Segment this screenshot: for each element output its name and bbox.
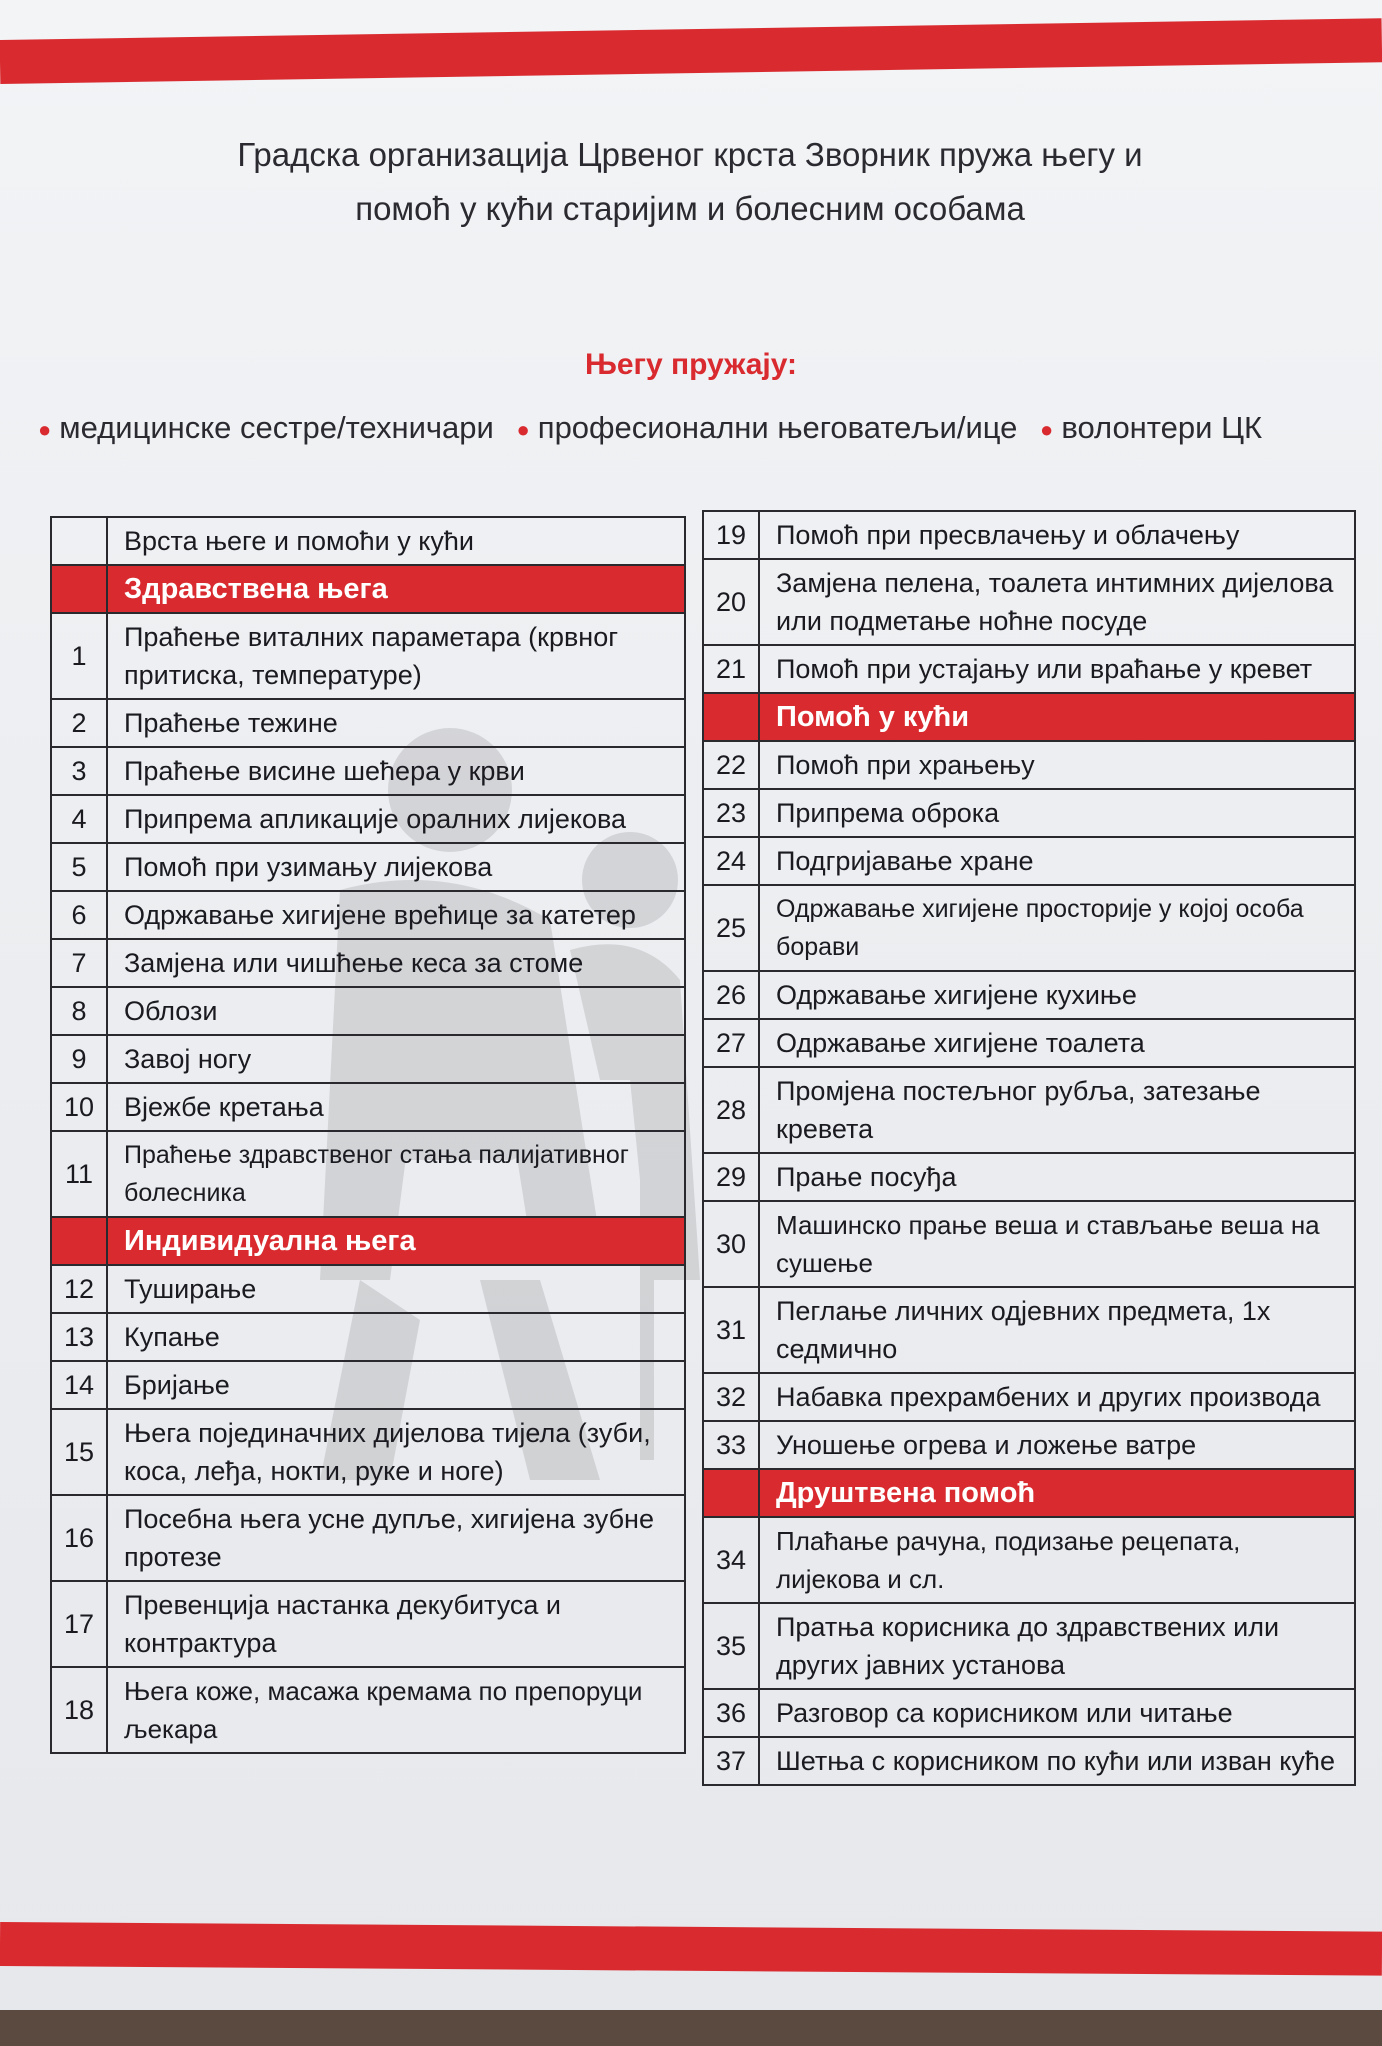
row-number: 35 bbox=[703, 1603, 759, 1689]
intro-line-1: Градска организација Црвеног крста Зворник пружа његу и bbox=[237, 136, 1143, 173]
row-text: Замјена или чишћење кеса за стоме bbox=[107, 939, 685, 987]
row-text: Помоћ при узимању лијекова bbox=[107, 843, 685, 891]
row-text: Одржавање хигијене просторије у којој особа борави bbox=[759, 885, 1355, 971]
row-text: Одржавање хигијене кухиње bbox=[759, 971, 1355, 1019]
row-number: 1 bbox=[51, 613, 107, 699]
row-text: Пратња корисника до здравствених или других јавних установа bbox=[759, 1603, 1355, 1689]
row-number: 34 bbox=[703, 1517, 759, 1603]
row-text: Промјена постељног рубља, затезање кревета bbox=[759, 1067, 1355, 1153]
table-row bbox=[703, 837, 1355, 885]
table-row bbox=[703, 1603, 1355, 1689]
row-text: Облози bbox=[107, 987, 685, 1035]
bullet-icon: ● bbox=[38, 416, 52, 442]
row-text: Њега коже, масажа кремама по препоруци љекара bbox=[107, 1667, 685, 1753]
row-number: 31 bbox=[703, 1287, 759, 1373]
row-text: Одржавање хигијене тоалета bbox=[759, 1019, 1355, 1067]
row-number: 9 bbox=[51, 1035, 107, 1083]
row-text: Туширање bbox=[107, 1265, 685, 1313]
table-surface-edge bbox=[0, 2010, 1382, 2046]
table-row bbox=[703, 971, 1355, 1019]
row-text: Уношење огрева и ложење ватре bbox=[759, 1421, 1355, 1469]
section-row-home bbox=[703, 693, 1355, 741]
header-num-cell bbox=[51, 517, 107, 565]
section-row-health bbox=[51, 565, 685, 613]
section-row-individual bbox=[51, 1217, 685, 1265]
section-title: Здравствена њега bbox=[107, 565, 685, 613]
provider-label: волонтери ЦК bbox=[1061, 410, 1263, 445]
row-text: Одржавање хигијене врећице за катетер bbox=[107, 891, 685, 939]
bullet-icon: ● bbox=[516, 416, 530, 442]
table-row bbox=[51, 1083, 685, 1131]
table-row bbox=[51, 843, 685, 891]
table-row bbox=[51, 1035, 685, 1083]
section-title: Друштвена помоћ bbox=[759, 1469, 1355, 1517]
table-row bbox=[51, 939, 685, 987]
table-row bbox=[51, 1581, 685, 1667]
providers-list bbox=[38, 410, 1378, 446]
table-row bbox=[703, 559, 1355, 645]
row-text: Набавка прехрамбених и других производа bbox=[759, 1373, 1355, 1421]
provider-label: професионални његоватељи/ице bbox=[537, 410, 1018, 445]
table-row bbox=[703, 1287, 1355, 1373]
table-row bbox=[51, 747, 685, 795]
intro-text bbox=[120, 128, 1260, 236]
row-number: 36 bbox=[703, 1689, 759, 1737]
care-table-right bbox=[702, 510, 1356, 1786]
provider-item bbox=[516, 410, 1017, 445]
table-row bbox=[51, 1495, 685, 1581]
row-number: 7 bbox=[51, 939, 107, 987]
row-text: Праћење тежине bbox=[107, 699, 685, 747]
row-text: Шетња с корисником по кући или изван куће bbox=[759, 1737, 1355, 1785]
row-number: 22 bbox=[703, 741, 759, 789]
row-number: 14 bbox=[51, 1361, 107, 1409]
row-number: 10 bbox=[51, 1083, 107, 1131]
table-row bbox=[51, 891, 685, 939]
table-row bbox=[51, 795, 685, 843]
section-title: Помоћ у кући bbox=[759, 693, 1355, 741]
row-text: Превенција настанка декубитуса и контрактура bbox=[107, 1581, 685, 1667]
row-number: 29 bbox=[703, 1153, 759, 1201]
row-number: 2 bbox=[51, 699, 107, 747]
table-row bbox=[703, 1201, 1355, 1287]
row-text: Праћење висине шећера у крви bbox=[107, 747, 685, 795]
bullet-icon: ● bbox=[1040, 416, 1054, 442]
table-row bbox=[51, 1667, 685, 1753]
row-text: Праћење виталних параметара (крвног притиска, температуре) bbox=[107, 613, 685, 699]
row-number: 28 bbox=[703, 1067, 759, 1153]
row-number: 11 bbox=[51, 1131, 107, 1217]
row-number: 37 bbox=[703, 1737, 759, 1785]
row-number: 15 bbox=[51, 1409, 107, 1495]
row-number: 18 bbox=[51, 1667, 107, 1753]
row-text: Замјена пелена, тоалета интимних дијелова или подметање ноћне посуде bbox=[759, 559, 1355, 645]
table-row bbox=[703, 1067, 1355, 1153]
row-number: 27 bbox=[703, 1019, 759, 1067]
table-row bbox=[703, 1517, 1355, 1603]
table-row bbox=[703, 1689, 1355, 1737]
row-text: Вјежбе кретања bbox=[107, 1083, 685, 1131]
row-number: 3 bbox=[51, 747, 107, 795]
row-number: 8 bbox=[51, 987, 107, 1035]
section-row-social bbox=[703, 1469, 1355, 1517]
table-header-row bbox=[51, 517, 685, 565]
row-number: 19 bbox=[703, 511, 759, 559]
table-row bbox=[703, 1421, 1355, 1469]
table-row bbox=[703, 741, 1355, 789]
row-text: Помоћ при пресвлачењу и облачењу bbox=[759, 511, 1355, 559]
section-title: Индивидуална њега bbox=[107, 1217, 685, 1265]
table-row bbox=[703, 789, 1355, 837]
row-number: 17 bbox=[51, 1581, 107, 1667]
row-text: Припрема оброка bbox=[759, 789, 1355, 837]
row-text: Прање посуђа bbox=[759, 1153, 1355, 1201]
table-row bbox=[51, 1131, 685, 1217]
row-text: Помоћ при храњењу bbox=[759, 741, 1355, 789]
row-text: Припрема апликације оралних лијекова bbox=[107, 795, 685, 843]
table-row bbox=[703, 1373, 1355, 1421]
intro-line-2: помоћ у кући старијим и болесним особама bbox=[355, 190, 1025, 227]
care-table-left bbox=[50, 516, 686, 1754]
row-number: 21 bbox=[703, 645, 759, 693]
row-text: Пеглање личних одјевних предмета, 1х седмично bbox=[759, 1287, 1355, 1373]
table-row bbox=[51, 699, 685, 747]
table-row bbox=[51, 1409, 685, 1495]
row-text: Плаћање рачуна, подизање рецепата, лијекова и сл. bbox=[759, 1517, 1355, 1603]
row-text: Завој ногу bbox=[107, 1035, 685, 1083]
table-row bbox=[703, 1019, 1355, 1067]
row-number: 33 bbox=[703, 1421, 759, 1469]
row-number: 6 bbox=[51, 891, 107, 939]
table-row bbox=[51, 613, 685, 699]
row-number: 12 bbox=[51, 1265, 107, 1313]
row-number: 13 bbox=[51, 1313, 107, 1361]
table-row bbox=[703, 1153, 1355, 1201]
table-row bbox=[703, 1737, 1355, 1785]
row-text: Подгријавање хране bbox=[759, 837, 1355, 885]
row-number: 32 bbox=[703, 1373, 759, 1421]
table-row bbox=[51, 1361, 685, 1409]
row-text: Бријање bbox=[107, 1361, 685, 1409]
row-text: Машинско прање веша и стављање веша на сушење bbox=[759, 1201, 1355, 1287]
row-number: 4 bbox=[51, 795, 107, 843]
top-red-stripe bbox=[0, 18, 1382, 84]
provider-item bbox=[1040, 410, 1262, 445]
table-row bbox=[703, 645, 1355, 693]
table-row bbox=[703, 511, 1355, 559]
row-number: 30 bbox=[703, 1201, 759, 1287]
table-row bbox=[51, 987, 685, 1035]
row-text: Помоћ при устајању или враћање у кревет bbox=[759, 645, 1355, 693]
table-row bbox=[51, 1313, 685, 1361]
row-number: 16 bbox=[51, 1495, 107, 1581]
row-text: Разговор са корисником или читање bbox=[759, 1689, 1355, 1737]
row-text: Купање bbox=[107, 1313, 685, 1361]
row-number: 26 bbox=[703, 971, 759, 1019]
row-text: Посебна њега усне дупље, хигијена зубне протезе bbox=[107, 1495, 685, 1581]
row-number: 23 bbox=[703, 789, 759, 837]
row-number: 24 bbox=[703, 837, 759, 885]
row-number: 5 bbox=[51, 843, 107, 891]
provider-label: медицинске сестре/техничари bbox=[59, 410, 494, 445]
bottom-red-stripe bbox=[0, 1922, 1382, 1976]
table-header: Врста његе и помоћи у кући bbox=[107, 517, 685, 565]
table-row bbox=[51, 1265, 685, 1313]
row-number: 25 bbox=[703, 885, 759, 971]
row-text: Њега појединачних дијелова тијела (зуби, коса, леђа, нокти, руке и ноге) bbox=[107, 1409, 685, 1495]
row-number: 20 bbox=[703, 559, 759, 645]
providers-heading: Његу пружају: bbox=[584, 348, 798, 381]
table-row bbox=[703, 885, 1355, 971]
row-text: Праћење здравственог стања палијативног болесника bbox=[107, 1131, 685, 1217]
provider-item bbox=[38, 410, 494, 445]
